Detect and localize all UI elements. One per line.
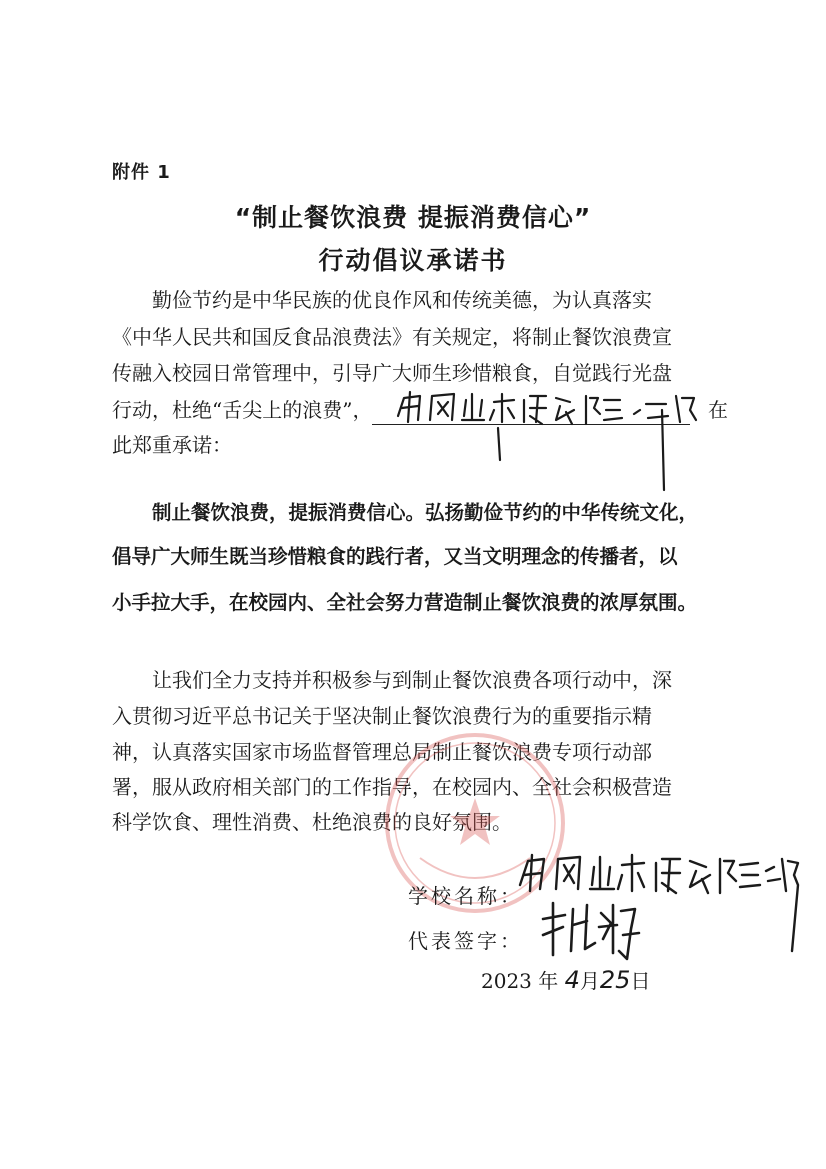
title-line-2: 行动倡议承诺书	[318, 246, 508, 275]
date-month-unit: 月	[579, 969, 600, 993]
para1-line-4-text: 行动，杜绝“舌尖上的浪费”，	[112, 398, 373, 422]
handwritten-signature	[535, 895, 645, 975]
school-name-label: 学校名称：	[408, 884, 523, 908]
date-year: 2023 年	[481, 969, 559, 993]
para1-line-2: 《中华人民共和国反食品浪费法》有关规定，将制止餐饮浪费宣	[112, 325, 672, 349]
date-day: 25	[599, 966, 631, 994]
para3-line-3: 神，认真落实国家市场监督管理总局制止餐饮浪费专项行动部	[112, 740, 652, 764]
representative-label: 代表签字：	[408, 929, 523, 953]
para1-zai: 在	[708, 398, 728, 422]
para3-line-4: 署，服从政府相关部门的工作指导，在校园内、全社会积极营造	[112, 775, 672, 799]
date-month: 4	[564, 966, 580, 994]
para1-line-5: 此郑重承诺：	[112, 433, 232, 457]
para3-line-2: 入贯彻习近平总书记关于坚决制止餐饮浪费行为的重要指示精	[112, 704, 652, 728]
para3-line-5: 科学饮食、理性消费、杜绝浪费的良好氛围。	[112, 810, 512, 834]
date-day-unit: 日	[630, 969, 651, 993]
handwritten-school-name-1	[390, 380, 710, 500]
para3-line-1: 让我们全力支持并积极参与到制止餐饮浪费各项行动中，深	[152, 668, 672, 692]
para2-line-1: 制止餐饮浪费，提振消费信心。弘扬勤俭节约的中华传统文化，	[152, 501, 699, 524]
attachment-label: 附件 1	[112, 162, 171, 183]
title-line-1: “制止餐饮浪费 提振消费信心”	[234, 203, 592, 232]
para2-line-2: 倡导广大师生既当珍惜粮食的践行者，又当文明理念的传播者，以	[112, 545, 678, 568]
date-line	[481, 965, 650, 994]
para1-line-3: 传融入校园日常管理中，引导广大师生珍惜粮食，自觉践行光盘	[112, 361, 672, 385]
para2-line-3: 小手拉大手，在校园内、全社会努力营造制止餐饮浪费的浓厚氛围。	[112, 591, 698, 614]
para1-line-1: 勤俭节约是中华民族的优良作风和传统美德，为认真落实	[152, 288, 652, 312]
